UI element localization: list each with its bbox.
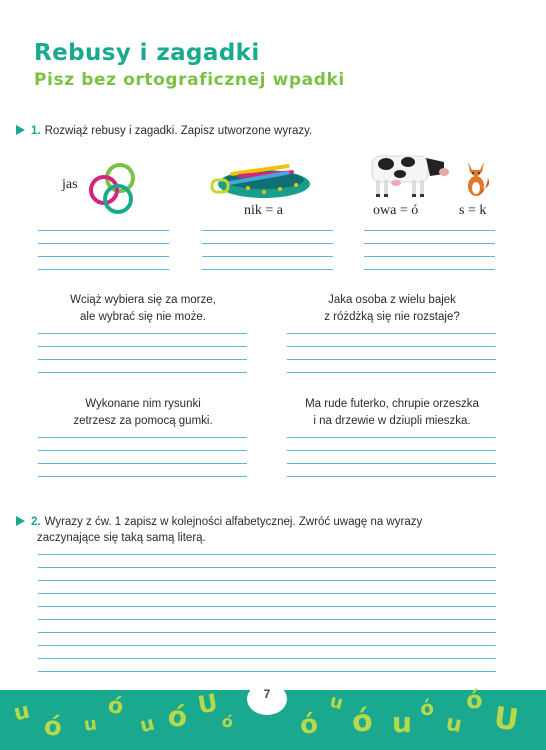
footer-letter: U: [491, 700, 521, 739]
footer-letter: u: [137, 710, 157, 738]
task-2-text-2: zaczynające się taką samą literą.: [37, 532, 206, 544]
footer-letter: U: [195, 688, 220, 720]
fox-icon: [462, 156, 490, 198]
footer-letter: u: [11, 698, 33, 727]
answer-lines-riddle-4[interactable]: [287, 437, 496, 489]
footer-letter: u: [392, 706, 412, 739]
arrow-icon: [16, 516, 25, 526]
cow-icon: [366, 150, 450, 198]
footer-letter: ó: [41, 710, 64, 744]
riddle-2: Jaka osoba z wielu bajek z różdżką się nie rozstaje?: [324, 294, 460, 323]
footer-letter: ó: [464, 685, 484, 715]
page-title: Rebusy i zagadki: [34, 40, 260, 66]
rebus-2-text: nik = a: [244, 203, 283, 218]
riddle-4: Ma rude futerko, chrupie orzeszka i na drzewie w dziupli mieszka.: [305, 398, 479, 427]
footer-letter: u: [443, 710, 464, 739]
footer-letter: ó: [297, 708, 320, 742]
answer-lines-riddle-1[interactable]: [38, 333, 247, 385]
task-1-text: Rozwiąż rebusy i zagadki. Zapisz utworzone wyrazy.: [44, 125, 313, 137]
rebus-1-text: jas: [62, 177, 78, 192]
pencil-case-icon: [208, 158, 312, 202]
footer-letter: ó: [220, 711, 235, 732]
footer-letter: u: [327, 690, 346, 715]
answer-lines-riddle-2[interactable]: [287, 333, 496, 385]
footer-letter: ó: [166, 699, 189, 734]
answer-lines-rebus-3[interactable]: [364, 230, 495, 282]
task-1-number: 1.: [31, 125, 41, 137]
task-1-instruction: [16, 123, 312, 139]
page-subtitle: Pisz bez ortograficznej wpadki: [34, 70, 345, 90]
rings-icon: [88, 160, 140, 218]
riddle-1: Wciąż wybiera się za morze, ale wybrać się nie może.: [70, 294, 216, 323]
answer-lines-task-2[interactable]: [38, 554, 496, 684]
task-2-instruction: [16, 514, 516, 546]
footer-letter: u: [82, 713, 98, 736]
rebus-3-text-1: owa = ó: [373, 203, 419, 218]
footer-letter: ó: [105, 692, 126, 721]
arrow-icon: [16, 125, 25, 135]
answer-lines-riddle-3[interactable]: [38, 437, 247, 489]
riddle-3: Wykonane nim rysunki zetrzesz za pomocą gumki.: [73, 398, 213, 427]
footer-letter: ó: [417, 694, 437, 722]
task-2-number: 2.: [31, 516, 41, 528]
page-number: 7: [263, 687, 271, 701]
task-2-text-1: Wyrazy z ćw. 1 zapisz w kolejności alfabetycznej. Zwróć uwagę na wyrazy: [44, 516, 423, 528]
footer-letter: ó: [350, 703, 375, 740]
answer-lines-rebus-2[interactable]: [202, 230, 333, 282]
rebus-3-text-2: s = k: [459, 203, 487, 218]
answer-lines-rebus-1[interactable]: [38, 230, 169, 282]
